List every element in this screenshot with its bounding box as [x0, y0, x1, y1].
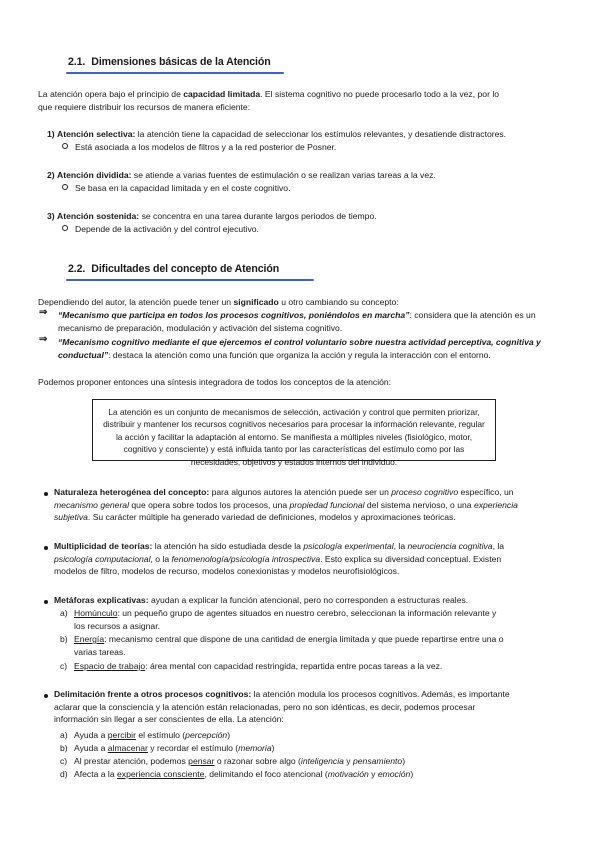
- attention-effect-store: b) Ayuda a almacenar y recordar el estímulo (memoria): [60, 743, 275, 753]
- attention-effect-perceive: a) Ayuda a percibir el estímulo (percepción): [60, 730, 231, 740]
- bullet-delimitation: Delimitación frente a otros procesos cognitivos: la atención modula los procesos cognitivos. Además, es importante aclarar que la consciencia y la atención están relacionadas, pero no son idénticas, es decir, podemos procesar información sin llegar a ser conscientes de ella. La atención:: [54, 689, 510, 725]
- attention-effect-think: c) Al prestar atención, podemos pensar o razonar sobre algo (inteligencia y pensamiento): [60, 756, 406, 766]
- list-item-divided: 2) Atención dividida: se atiende a varias fuentes de estimulación o se realizan varias tareas a la vez.: [47, 170, 436, 180]
- bullet-heterogeneous: Naturaleza heterogénea del concepto: para algunos autores la atención puede ser un proceso cognitivo específico, un mecanismo general que opera sobre todos los procesos, una propiedad funcional del sistema nervioso, o una experiencia subjetiva. Su carácter múltiple ha generado variedad de definiciones, modelos y aproximaciones teóricas.: [54, 487, 518, 523]
- section-heading-2-2: [68, 263, 279, 276]
- bullet-dot-icon: [44, 492, 48, 496]
- section-title: Dimensiones básicas de la Atención: [91, 56, 271, 68]
- section-heading-2-1: [68, 56, 271, 69]
- synthesis-intro: Podemos proponer entonces una síntesis integradora de todos los conceptos de la atención:: [38, 377, 392, 387]
- bullet-dot-icon: [44, 546, 48, 550]
- heading-underline: [66, 72, 284, 74]
- sub-item-divided: Se basa en la capacidad limitada y en el coste cognitivo.: [62, 182, 562, 195]
- section-title: Dificultades del concepto de Atención: [91, 263, 280, 275]
- metaphor-homunculus: a) Homúnculo: un pequeño grupo de agentes situados en nuestro cerebro, seleccionan la información relevante y: [60, 608, 497, 618]
- section-number: 2.2.: [68, 263, 86, 275]
- metaphor-energy-cont: varias tareas.: [74, 647, 126, 657]
- arrow-icon: ⇒: [39, 334, 48, 345]
- synthesis-box: La atención es un conjunto de mecanismos de selección, activación y control que permiten priorizar, distribuir y mantener los recursos cognitivos necesarios para procesar la información relevante, regular la acción y facilitar la adaptación al entorno. Se manifiesta a múltiples niveles (fisiológico, motor, cognitivo y consciente) y está influida tanto por las características del estímulo como por las necesidades, objetivos y estados internos del individuo.: [92, 399, 496, 461]
- sub-item-sustained: Depende de la activación y del control ejecutivo.: [62, 223, 562, 236]
- bullet-metaphors: Metáforas explicativas: ayudan a explicar la función atencional, pero no corresponden a estructuras reales.: [54, 595, 469, 605]
- intro-paragraph: La atención opera bajo el principio de capacidad limitada. El sistema cognitivo no puede procesarlo todo a la vez, por lo que requiere distribuir los recursos de manera eficiente:: [38, 89, 500, 112]
- bullet-dot-icon: [44, 600, 48, 604]
- list-item-sustained: 3) Atención sostenida: se concentra en una tarea durante largos periodos de tiempo.: [47, 211, 377, 221]
- metaphor-energy: b) Energía: mecanismo central que dispone de una cantidad de energía limitada y que puede repartirse entre una o: [60, 634, 504, 644]
- attention-effect-experience: d) Afecta a la experiencia consciente, delimitando el foco atencional (motivación y emoción): [60, 769, 414, 779]
- section-number: 2.1.: [68, 56, 86, 68]
- circle-bullet-icon: [62, 225, 68, 231]
- definition-1: “Mecanismo que participa en todos los procesos cognitivos, poniéndolos en marcha”: considera que la atención es un mecanismo de preparación, modulación y activación del sistema cognitivo.: [58, 310, 536, 333]
- bullet-dot-icon: [44, 694, 48, 698]
- sub-item-selective: Está asociada a los modelos de filtros y a la red posterior de Posner.: [62, 141, 562, 154]
- list-item-selective: 1) Atención selectiva: la atención tiene la capacidad de seleccionar los estímulos relevantes, y desatiende distractores.: [47, 129, 507, 139]
- section2-intro: Dependiendo del autor, la atención puede tener un significado u otro cambiando su concepto:: [38, 297, 399, 307]
- arrow-icon: ⇒: [39, 307, 48, 318]
- metaphor-homunculus-cont: los recursos a asignar.: [74, 621, 160, 631]
- circle-bullet-icon: [62, 184, 68, 190]
- definition-2: “Mecanismo cognitivo mediante el que ejercemos el control voluntario sobre nuestra actividad perceptiva, cognitiva y conductual”: destaca la atención como una función que organiza la acción y regula la interacción con el entorno.: [58, 337, 541, 360]
- bullet-theories: Multiplicidad de teorías: la atención ha sido estudiada desde la psicología experimental, la neurociencia cognitiva, la psicología computacional, o la fenomenología/psicología introspectiva. Esto explica su diversidad conceptual. Existen modelos de filtro, modelos de recurso, modelos conexionistas y modelos neurofisiológicos.: [54, 541, 505, 577]
- heading-underline: [66, 279, 314, 281]
- circle-bullet-icon: [62, 143, 68, 149]
- metaphor-workspace: c) Espacio de trabajo: área mental con capacidad restringida, repartida entre pocas tareas a la vez.: [60, 661, 443, 671]
